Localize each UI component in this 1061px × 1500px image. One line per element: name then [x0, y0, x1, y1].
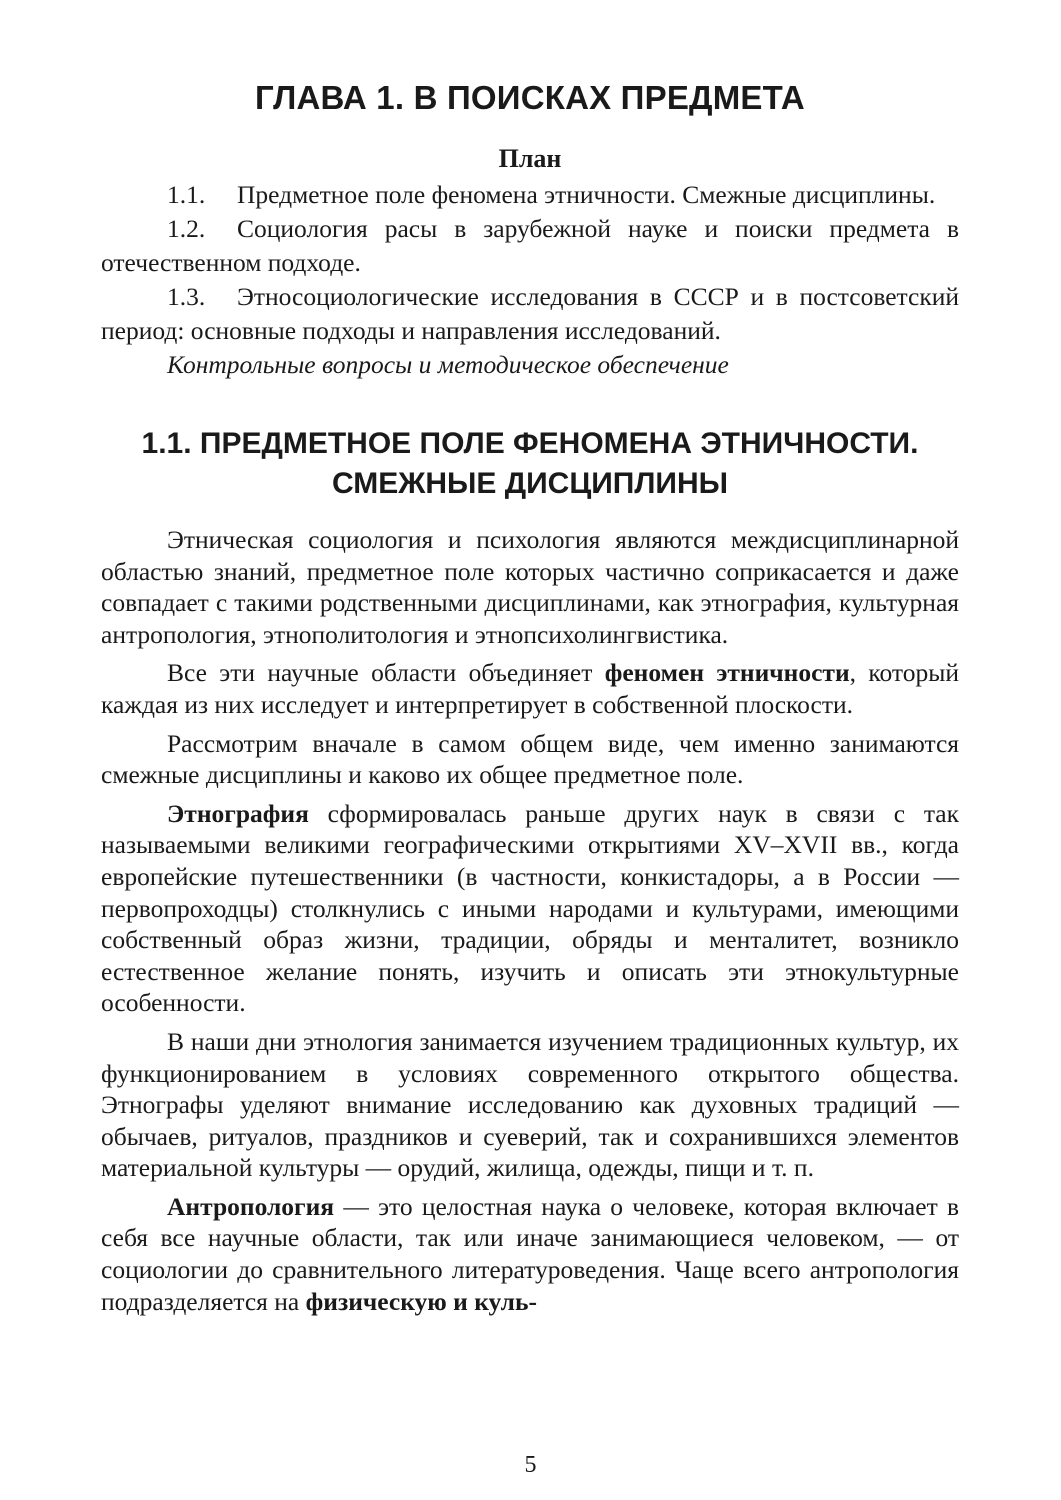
paragraph-text: — это целостная наука о человеке, которая включает в себя все научные области, так или иначе занимающиеся человеком, — от социологии до сравнительного литературоведения. Чаще всего антропология подразделяется на: [101, 1191, 959, 1316]
paragraph: [101, 798, 959, 1019]
paragraph: В наши дни этнология занимается изучением традиционных культур, их функционированием в условиях современного открытого общества. Этнографы уделяют внимание исследованию как духовных традиций — обычаев, ритуалов, праздников и суеверий, так и сохранившихся элементов материальной культуры — орудий, жилища, одежды, пищи и т. п.: [101, 1026, 959, 1183]
plan-item-number: 1.2.: [167, 214, 206, 243]
plan-heading: План: [498, 144, 562, 173]
section-title-line-1: 1.1. ПРЕДМЕТНОЕ ПОЛЕ ФЕНОМЕНА ЭТНИЧНОСТИ.: [141, 427, 919, 460]
page-number: 5: [524, 1452, 537, 1478]
section-title: [100, 424, 960, 504]
paragraph-text: сформировалась раньше других наук в связи с так называемыми великими географическими открытиями XV–XVII вв., когда европейские путешественники (в частности, конкистадоры, а в России — первопроходцы) столкнулись с иными народами и культурами, имеющими собственный образ жизни, традиции, обряды и менталитет, возникло естественное желание понять, изучить и описать эти этнокультурные особенности.: [101, 798, 959, 1018]
plan-item-number: 1.1.: [167, 180, 206, 209]
paragraph-text: , который каждая из них исследует и интерпретирует в собственной плоскости.: [101, 658, 959, 719]
plan-item: [101, 212, 959, 280]
paragraph: [101, 657, 959, 720]
section-title-line-2: СМЕЖНЫЕ ДИСЦИПЛИНЫ: [331, 467, 729, 500]
plan-item-text: Этносоциологические исследования в СССР и в постсоветский период: основные подходы и направления исследований.: [101, 282, 959, 345]
term-ethnicity-phenomenon: феномен этничности: [604, 658, 850, 688]
paragraph: [101, 1191, 959, 1317]
plan-item: [101, 280, 959, 348]
paragraph: Этническая социология и психология являются междисциплинарной областью знаний, предметное поле которых частично соприкасается и даже совпадает с такими родственными дисциплинами, как этнография, культурная антропология, этнополитология и этнопсихолингвистика.: [101, 525, 959, 649]
plan-list: [101, 178, 959, 382]
term-ethnography: Этнография: [167, 798, 309, 828]
plan-item: [101, 178, 959, 212]
body-text: [101, 524, 959, 1324]
paragraph-text: Все эти научные области объединяет: [167, 658, 605, 688]
paragraph: Рассмотрим вначале в самом общем виде, чем именно занимаются смежные дисциплины и каково их общее предметное поле.: [101, 728, 959, 790]
chapter-title: ГЛАВА 1. В ПОИСКАХ ПРЕДМЕТА: [255, 79, 805, 116]
plan-closing-item: Контрольные вопросы и методическое обеспечение: [167, 350, 729, 379]
term-anthropology: Антропология: [167, 1191, 335, 1221]
plan-item-text: Предметное поле феномена этничности. Смежные дисциплины.: [237, 180, 936, 209]
plan-item-text: Социология расы в зарубежной науке и поиски предмета в отечественном подходе.: [101, 214, 959, 277]
term-physical-cultural: физическую и куль-: [305, 1286, 537, 1316]
plan-item-number: 1.3.: [167, 282, 206, 311]
